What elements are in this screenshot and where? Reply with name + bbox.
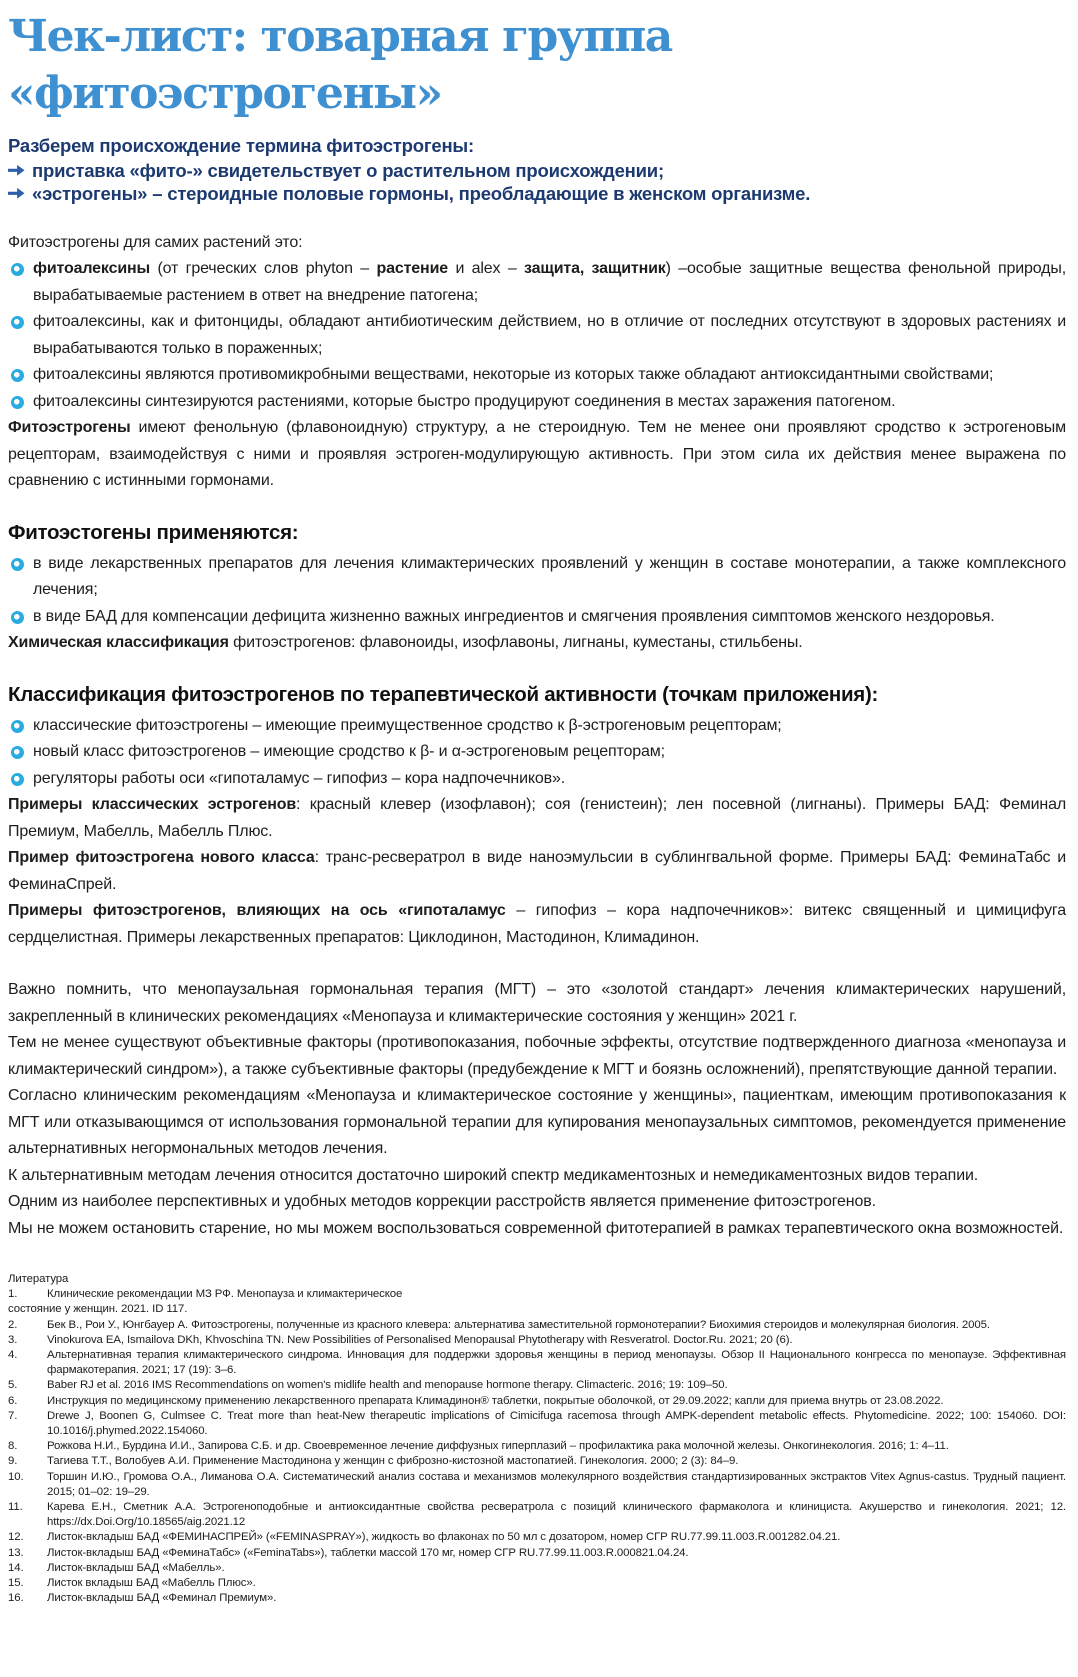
text: классические фитоэстрогены – имеющие преимущественное сродство к β-эстрогеновым рецепторам; (33, 716, 782, 734)
arrow-item (8, 159, 1066, 183)
paragraph (8, 1189, 1066, 1216)
reference-text: Тагиева Т.Т., Волобуев А.И. Применение Мастодинона у женщин с фиброзно-кистозной мастопатией. Гинекология. 2000; 2 (3): 84–9. (47, 1455, 739, 1468)
reference-item (8, 1470, 1066, 1500)
text: Фитоэстрогены для самих растений это: (8, 233, 303, 251)
reference-item (8, 1333, 1066, 1348)
text: фитоалексины являются противомикробными веществами, некоторые из которых также обладают антиоксидантными свойствами; (33, 366, 994, 383)
reference-number: 14. (8, 1561, 24, 1574)
section-heading: Фитоэстогены применяются: (8, 520, 299, 544)
paragraph (8, 1216, 1066, 1243)
references-section (8, 1272, 1066, 1606)
bullet-item-text (33, 608, 995, 625)
text: К альтернативным методам лечения относится достаточно широкий спектр медикаментозных и немедикаментозных видов терапии. (8, 1166, 979, 1184)
bullet-item (8, 309, 1066, 362)
arrow-item-text: «эстрогены» – стероидные половые гормоны, преобладающие в женском организме. (32, 183, 811, 204)
reference-number: 7. (8, 1409, 18, 1422)
text: (от греческих слов phyton – (150, 260, 377, 277)
bullet-item-text (33, 366, 993, 383)
text: Важно помнить, что менопаузальная гормональная терапия (МГТ) – это «золотой стандарт» лечения климактерических нарушений, закрепленный в клинических рекомендациях «Менопауза и климактерические состояния у женщин» 2021 г. (8, 981, 1066, 1025)
page-title-line1: Чек-лист: товарная группа (8, 11, 672, 62)
reference-item (8, 1530, 1066, 1545)
text: фитоалексины, как и фитонциды, обладают антибиотическим действием, но в отличие от последних отсутствуют в здоровых растениях и вырабатываются только в пораженных; (33, 313, 1066, 357)
bullet-item (8, 389, 1066, 416)
reference-item (8, 1318, 1066, 1333)
lead-paragraph (8, 230, 1066, 257)
bullet-icon (11, 263, 24, 276)
bullet-icon (11, 746, 24, 759)
bold-text: фитоалексины (33, 260, 151, 277)
bold-text: защита, защитник (524, 260, 666, 277)
bullet-item (8, 362, 1066, 389)
reference-number: 13. (8, 1546, 24, 1559)
references-heading: Литература (8, 1273, 69, 1285)
bullet-icon (11, 558, 24, 571)
reference-number: 11. (8, 1501, 23, 1514)
reference-number: 15. (8, 1577, 24, 1590)
text: регуляторы работы оси «гипоталамус – гипофиз – кора надпочечников». (33, 769, 566, 787)
reference-text: состояние у женщин. 2021. ID 117. (8, 1303, 188, 1316)
reference-number: 8. (8, 1440, 18, 1453)
paragraph (8, 977, 1066, 1030)
reference-number: 6. (8, 1394, 18, 1407)
reference-item (8, 1561, 1066, 1576)
reference-text: Листок-вкладыш БАД «ФЕМИНАСПРЕЙ» («FEMINASPRAY»), жидкость во флаконах по 50 мл с дозатором, номер СГР RU.77.99.11.003.R.001282.04.21. (47, 1531, 841, 1544)
reference-number: 3. (8, 1333, 18, 1346)
content (8, 230, 1066, 1243)
reference-text: Инструкция по медицинскому применению лекарственного препарата Климадинон® таблетки, покрытые оболочкой, от 29.09.2022; капли для приема внутрь от 23.08.2022. (47, 1394, 944, 1407)
text: имеют фенольную (флавоноидную) структуру, а не стероидную. Тем не менее они проявляют сродство к эстрогеновым рецепторам, взаимодействуя с ними и проявляя эстроген-модулирующую активность. При этом сила их действия менее выражена по сравнению с истинными гормонами. (8, 419, 1066, 489)
text: фитоэстрогенов: флавоноиды, изофлавоны, лигнаны, куместаны, стильбены. (228, 634, 803, 651)
paragraph (8, 1163, 1066, 1190)
reference-text: Карева Е.Н., Сметник А.А. Эстрогеноподобные и антиоксидантные свойства ресвератрола с позиций клинического фармаколога и клинициста. Акушерство и гинекология. 2021; 12. https://dx.Doi.Org/10.18565/aig.2021.12 (47, 1501, 1066, 1529)
section-heading: Классификация фитоэстрогенов по терапевтической активности (точкам приложения): (8, 682, 878, 706)
text: : транс-ресвератрол в виде наноэмульсии в сублингвальной форме. Примеры БАД: ФеминаТабс и ФеминаСпрей. (8, 849, 1066, 893)
bullet-icon (11, 369, 24, 382)
reference-item (8, 1348, 1066, 1378)
bullet-item-text (33, 770, 565, 787)
references-list (8, 1287, 1066, 1606)
reference-text: Листок-вкладыш БАД «Феминал Премиум». (47, 1592, 277, 1605)
paragraph (8, 898, 1066, 951)
text: фитоалексины синтезируются растениями, которые быстро продуцируют соединения в местах заражения патогеном. (33, 392, 896, 410)
reference-text: Торшин И.Ю., Громова О.А., Лиманова О.А. Систематический анализ состава и механизмов молекулярного воздействия стандартизированных экстрактов Vitex Agnus-castus. Трудный пациент. 2015; 01–02: 19–29. (47, 1470, 1066, 1498)
reference-item (8, 1378, 1066, 1393)
reference-text: Листок вкладыш БАД «Мабелль Плюс». (47, 1577, 256, 1590)
reference-text: Альтернативная терапия климактерического синдрома. Инновация для поддержки здоровья женщины в период менопаузы. Обзор II Национального конгресса по менопаузе. Эффективная фармакотерапия. 2021; 17 (19): 3–6. (47, 1349, 1066, 1377)
bullet-item-text (33, 393, 895, 410)
arrow-item-text: приставка «фито-» свидетельствует о растительном происхождении; (32, 159, 664, 181)
bullet-item-text (33, 717, 782, 734)
text: в виде БАД для компенсации дефицита жизненно важных ингредиентов и смягчения проявления симптомов женского нездоровья. (33, 607, 995, 625)
text: в виде лекарственных препаратов для лечения климактерических проявлений у женщин в составе монотерапии, а также комплексного лечения; (33, 554, 1066, 598)
bullet-icon (11, 396, 24, 409)
paragraph (8, 845, 1066, 898)
paragraph (8, 792, 1066, 845)
text: ) –особые защитные вещества фенольной природы, вырабатываемые растением в ответ на внедрение патогена; (33, 260, 1066, 304)
reference-number: 2. (8, 1318, 18, 1331)
reference-text: Листок-вкладыш БАД «ФеминаТабс» («FeminaTabs»), таблетки массой 170 мг, номер СГР RU.77.99.11.003.R.000821.04.24. (47, 1546, 689, 1559)
reference-number: 10. (8, 1470, 24, 1483)
reference-item (8, 1287, 1066, 1302)
text: Согласно клиническим рекомендациям «Менопауза и климактерическое состояние у женщины», пациенткам, имеющим противопоказания к МГТ или отказывающимся от использования гормональной терапии для купирования менопаузальных симптомов, рекомендуется применение альтернативных негормональных методов лечения. (8, 1087, 1066, 1157)
reference-number: 16. (8, 1592, 24, 1605)
bullet-item-text (33, 555, 1066, 599)
paragraph (8, 1083, 1066, 1163)
arrow-right-icon (8, 164, 25, 177)
arrow-list (8, 159, 1066, 206)
paragraph (8, 1030, 1066, 1083)
bold-text: Примеры фитоэстрогенов, влияющих на ось «гипоталамус (8, 902, 506, 919)
reference-item (8, 1439, 1066, 1454)
page-title-line2: «фитоэстрогены» (8, 68, 442, 119)
bullet-item (8, 256, 1066, 309)
reference-item (8, 1394, 1066, 1409)
spacer (8, 951, 1066, 977)
bullet-item-text (33, 260, 1066, 304)
reference-item (8, 1409, 1066, 1439)
reference-number: 4. (8, 1349, 18, 1362)
reference-text: Baber RJ et al. 2016 IMS Recommendations on women's midlife health and menopause hormone therapy. Climacteric. 2016; 19: 109–50. (47, 1379, 728, 1392)
reference-item (8, 1500, 1066, 1530)
bullet-item-text (33, 313, 1066, 357)
bold-text: Примеры классических эстрогенов (8, 796, 297, 813)
reference-text: Рожкова Н.И., Бурдина И.И., Запирова С.Б. и др. Своевременное лечение диффузных гиперплазий – профилактика рака молочной железы. Онкогинекология. 2016; 1: 4–11. (47, 1440, 949, 1453)
bullet-item (8, 551, 1066, 604)
reference-item (8, 1576, 1066, 1591)
text: : красный клевер (изофлавон); соя (генистеин); лен посевной (лигнаны). Примеры БАД: Феминал Премиум, Мабелль, Мабелль Плюс. (8, 796, 1066, 840)
text: новый класс фитоэстрогенов – имеющие сродство к β- и α-эстрогеновым рецепторам; (33, 743, 665, 760)
reference-number: 1. (8, 1288, 18, 1301)
bullet-item (8, 604, 1066, 631)
paragraph (8, 630, 1066, 657)
bullet-item-text (33, 743, 665, 760)
bullet-item (8, 713, 1066, 740)
intro-heading: Разберем происхождение термина фитоэстрогены: (8, 135, 474, 156)
arrow-item (8, 182, 1066, 206)
bold-text: Пример фитоэстрогена нового класса (8, 849, 315, 866)
text: Мы не можем остановить старение, но мы можем воспользоваться современной фитотерапией в рамках терапевтического окна возможностей. (8, 1219, 1064, 1237)
reference-number: 5. (8, 1379, 18, 1392)
reference-text: Клинические рекомендации МЗ РФ. Менопауза и климактерическое (47, 1288, 403, 1301)
reference-text: Листок-вкладыш БАД «Мабелль». (47, 1561, 225, 1574)
reference-text: Drewe J, Boonen G, Culmsee C. Treat more than heat-New therapeutic implications of Cimicifuga racemosa through AMPK-dependent metabolic effects. Phytomedicine. 2022; 100: 154060. DOI: 10.1016/j.phymed.2022.154060. (47, 1409, 1066, 1438)
text: Одним из наиболее перспективных и удобных методов коррекции расстройств является применение фитоэстрогенов. (8, 1193, 876, 1210)
bullet-icon (11, 720, 24, 733)
text: – гипофиз – кора надпочечников»: витекс священный и цимицифуга сердцелистная. Примеры лекарственных препаратов: Циклодинон, Мастодинон, Климадинон. (8, 902, 1066, 946)
bullet-item (8, 766, 1066, 793)
bold-text: Фитоэстрогены (8, 419, 131, 436)
intro-block (8, 134, 1066, 206)
reference-number: 9. (8, 1455, 18, 1468)
bold-text: Химическая классификация (8, 634, 229, 651)
reference-item (8, 1546, 1066, 1561)
bullet-item (8, 739, 1066, 766)
text: Тем не менее существуют объективные факторы (противопоказания, побочные эффекты, отсутствие подтвержденного диагноза «менопауза и климактерический синдром»), а также субъективные факторы (предубеждение к МГТ и боязнь осложнений), препятствующие данной терапии. (8, 1034, 1066, 1078)
bullet-icon (11, 773, 24, 786)
arrow-right-icon (8, 187, 25, 200)
bold-text: растение (376, 260, 449, 277)
reference-item (8, 1302, 1066, 1317)
reference-item (8, 1454, 1066, 1469)
page-title (8, 8, 1066, 122)
paragraph (8, 415, 1066, 495)
reference-number: 12. (8, 1531, 24, 1544)
bullet-icon (11, 316, 24, 329)
bullet-icon (11, 611, 24, 624)
reference-item (8, 1591, 1066, 1606)
reference-text: Бек В., Рои У., Юнгбауер А. Фитоэстрогены, полученные из красного клевера: альтернатива заместительной гормонотерапии? Биохимия стероидов и молекулярная биология. 2005. (47, 1318, 990, 1331)
reference-text: Vinokurova EA, Ismailova DKh, Khvoschina TN. New Possibilities of Personalised Menopausal Phytotherapy with Resveratrol. Doctor.Ru. 2021; 20 (6). (47, 1333, 793, 1346)
text: и alex – (448, 260, 525, 277)
